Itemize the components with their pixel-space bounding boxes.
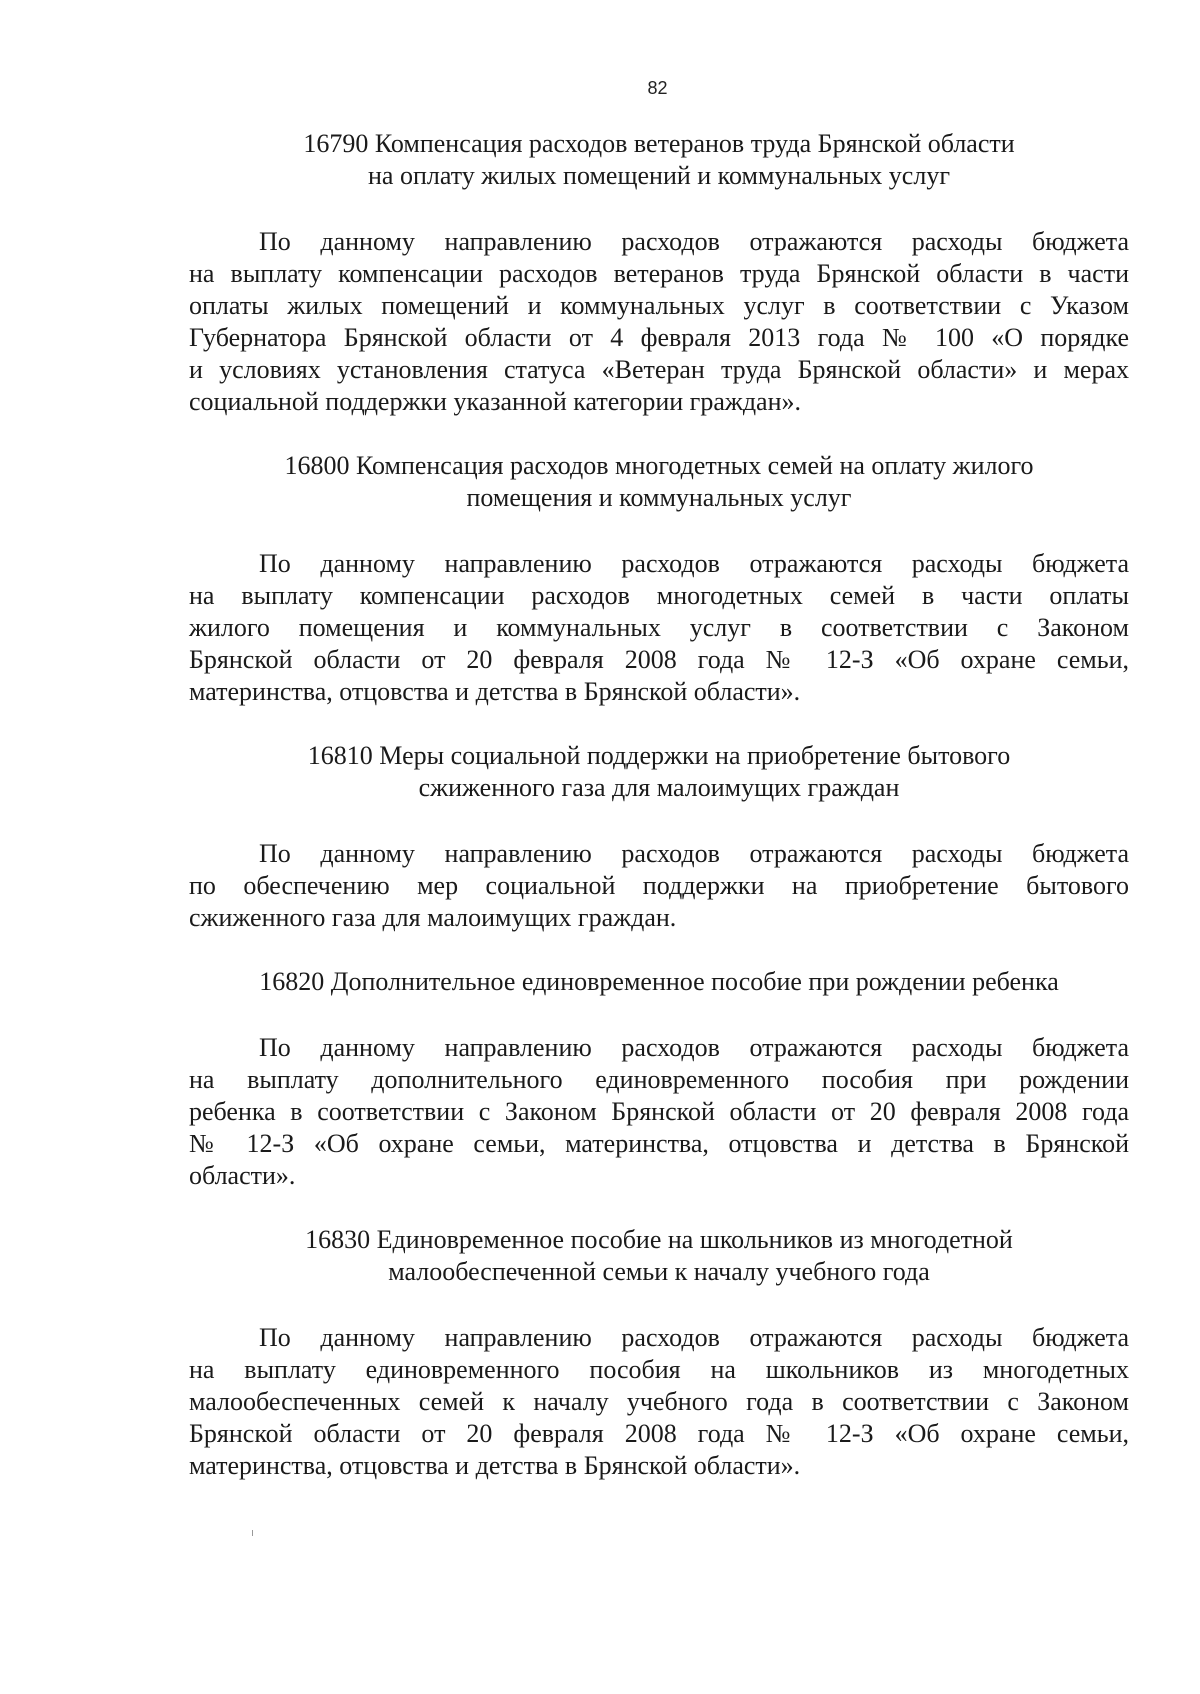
- heading-line: 16810 Меры социальной поддержки на приобретение бытового: [307, 741, 1011, 770]
- paragraph-line: Брянской области от 20 февраля 2008 года № 12-З «Об охране семьи,: [189, 645, 1129, 674]
- paragraph-line: области».: [189, 1161, 296, 1190]
- heading-line: на оплату жилых помещений и коммунальных услуг: [368, 161, 950, 190]
- section-paragraph: [189, 838, 1129, 934]
- section-paragraph: [189, 226, 1129, 418]
- section-heading: [189, 128, 1129, 192]
- heading-line: сжиженного газа для малоимущих граждан: [418, 773, 900, 802]
- paragraph-line: по обеспечению мер социальной поддержки на приобретение бытового: [189, 871, 1129, 900]
- scan-artifact: [252, 1530, 253, 1536]
- section-heading: [189, 740, 1129, 804]
- paragraph-line: на выплату единовременного пособия на школьников из многодетных: [189, 1355, 1129, 1384]
- section-heading: [189, 1224, 1129, 1288]
- heading-line: малообеспеченной семьи к началу учебного года: [388, 1257, 930, 1286]
- section-heading: [189, 450, 1129, 514]
- heading-line: 16790 Компенсация расходов ветеранов труда Брянской области: [303, 129, 1015, 158]
- paragraph-line: По данному направлению расходов отражаются расходы бюджета: [259, 1323, 1129, 1352]
- heading-line: 16820 Дополнительное единовременное пособие при рождении ребенка: [259, 967, 1059, 996]
- paragraph-line: на выплату компенсации расходов многодетных семей в части оплаты: [189, 581, 1129, 610]
- section-paragraph: [189, 1032, 1129, 1192]
- paragraph-line: По данному направлению расходов отражаются расходы бюджета: [259, 1033, 1129, 1062]
- paragraph-line: материнства, отцовства и детства в Брянской области».: [189, 1451, 801, 1480]
- paragraph-line: ребенка в соответствии с Законом Брянской области от 20 февраля 2008 года: [189, 1097, 1129, 1126]
- paragraph-line: жилого помещения и коммунальных услуг в соответствии с Законом: [189, 613, 1129, 642]
- paragraph-line: на выплату компенсации расходов ветеранов труда Брянской области в части: [189, 259, 1129, 288]
- paragraph-line: и условиях установления статуса «Ветеран труда Брянской области» и мерах: [189, 355, 1129, 384]
- paragraph-line: малообеспеченных семей к началу учебного года в соответствии с Законом: [189, 1387, 1129, 1416]
- paragraph-line: сжиженного газа для малоимущих граждан.: [189, 903, 677, 932]
- paragraph-line: По данному направлению расходов отражаются расходы бюджета: [259, 839, 1129, 868]
- heading-line: помещения и коммунальных услуг: [466, 483, 852, 512]
- paragraph-line: на выплату дополнительного единовременного пособия при рождении: [189, 1065, 1129, 1094]
- section-paragraph: [189, 548, 1129, 708]
- paragraph-line: № 12-З «Об охране семьи, материнства, отцовства и детства в Брянской: [189, 1129, 1129, 1158]
- paragraph-line: материнства, отцовства и детства в Брянской области».: [189, 677, 801, 706]
- paragraph-line: Губернатора Брянской области от 4 февраля 2013 года № 100 «О порядке: [189, 323, 1129, 352]
- paragraph-line: По данному направлению расходов отражаются расходы бюджета: [259, 549, 1129, 578]
- paragraph-line: социальной поддержки указанной категории граждан».: [189, 387, 802, 416]
- section-heading: [189, 966, 1129, 998]
- heading-line: 16800 Компенсация расходов многодетных семей на оплату жилого: [284, 451, 1034, 480]
- paragraph-line: оплаты жилых помещений и коммунальных услуг в соответствии с Указом: [189, 291, 1129, 320]
- heading-line: 16830 Единовременное пособие на школьников из многодетной: [305, 1225, 1013, 1254]
- paragraph-line: Брянской области от 20 февраля 2008 года № 12-З «Об охране семьи,: [189, 1419, 1129, 1448]
- document-body: [189, 128, 1129, 1514]
- paragraph-line: По данному направлению расходов отражаются расходы бюджета: [259, 227, 1129, 256]
- page-number: 82: [647, 78, 668, 98]
- section-paragraph: [189, 1322, 1129, 1482]
